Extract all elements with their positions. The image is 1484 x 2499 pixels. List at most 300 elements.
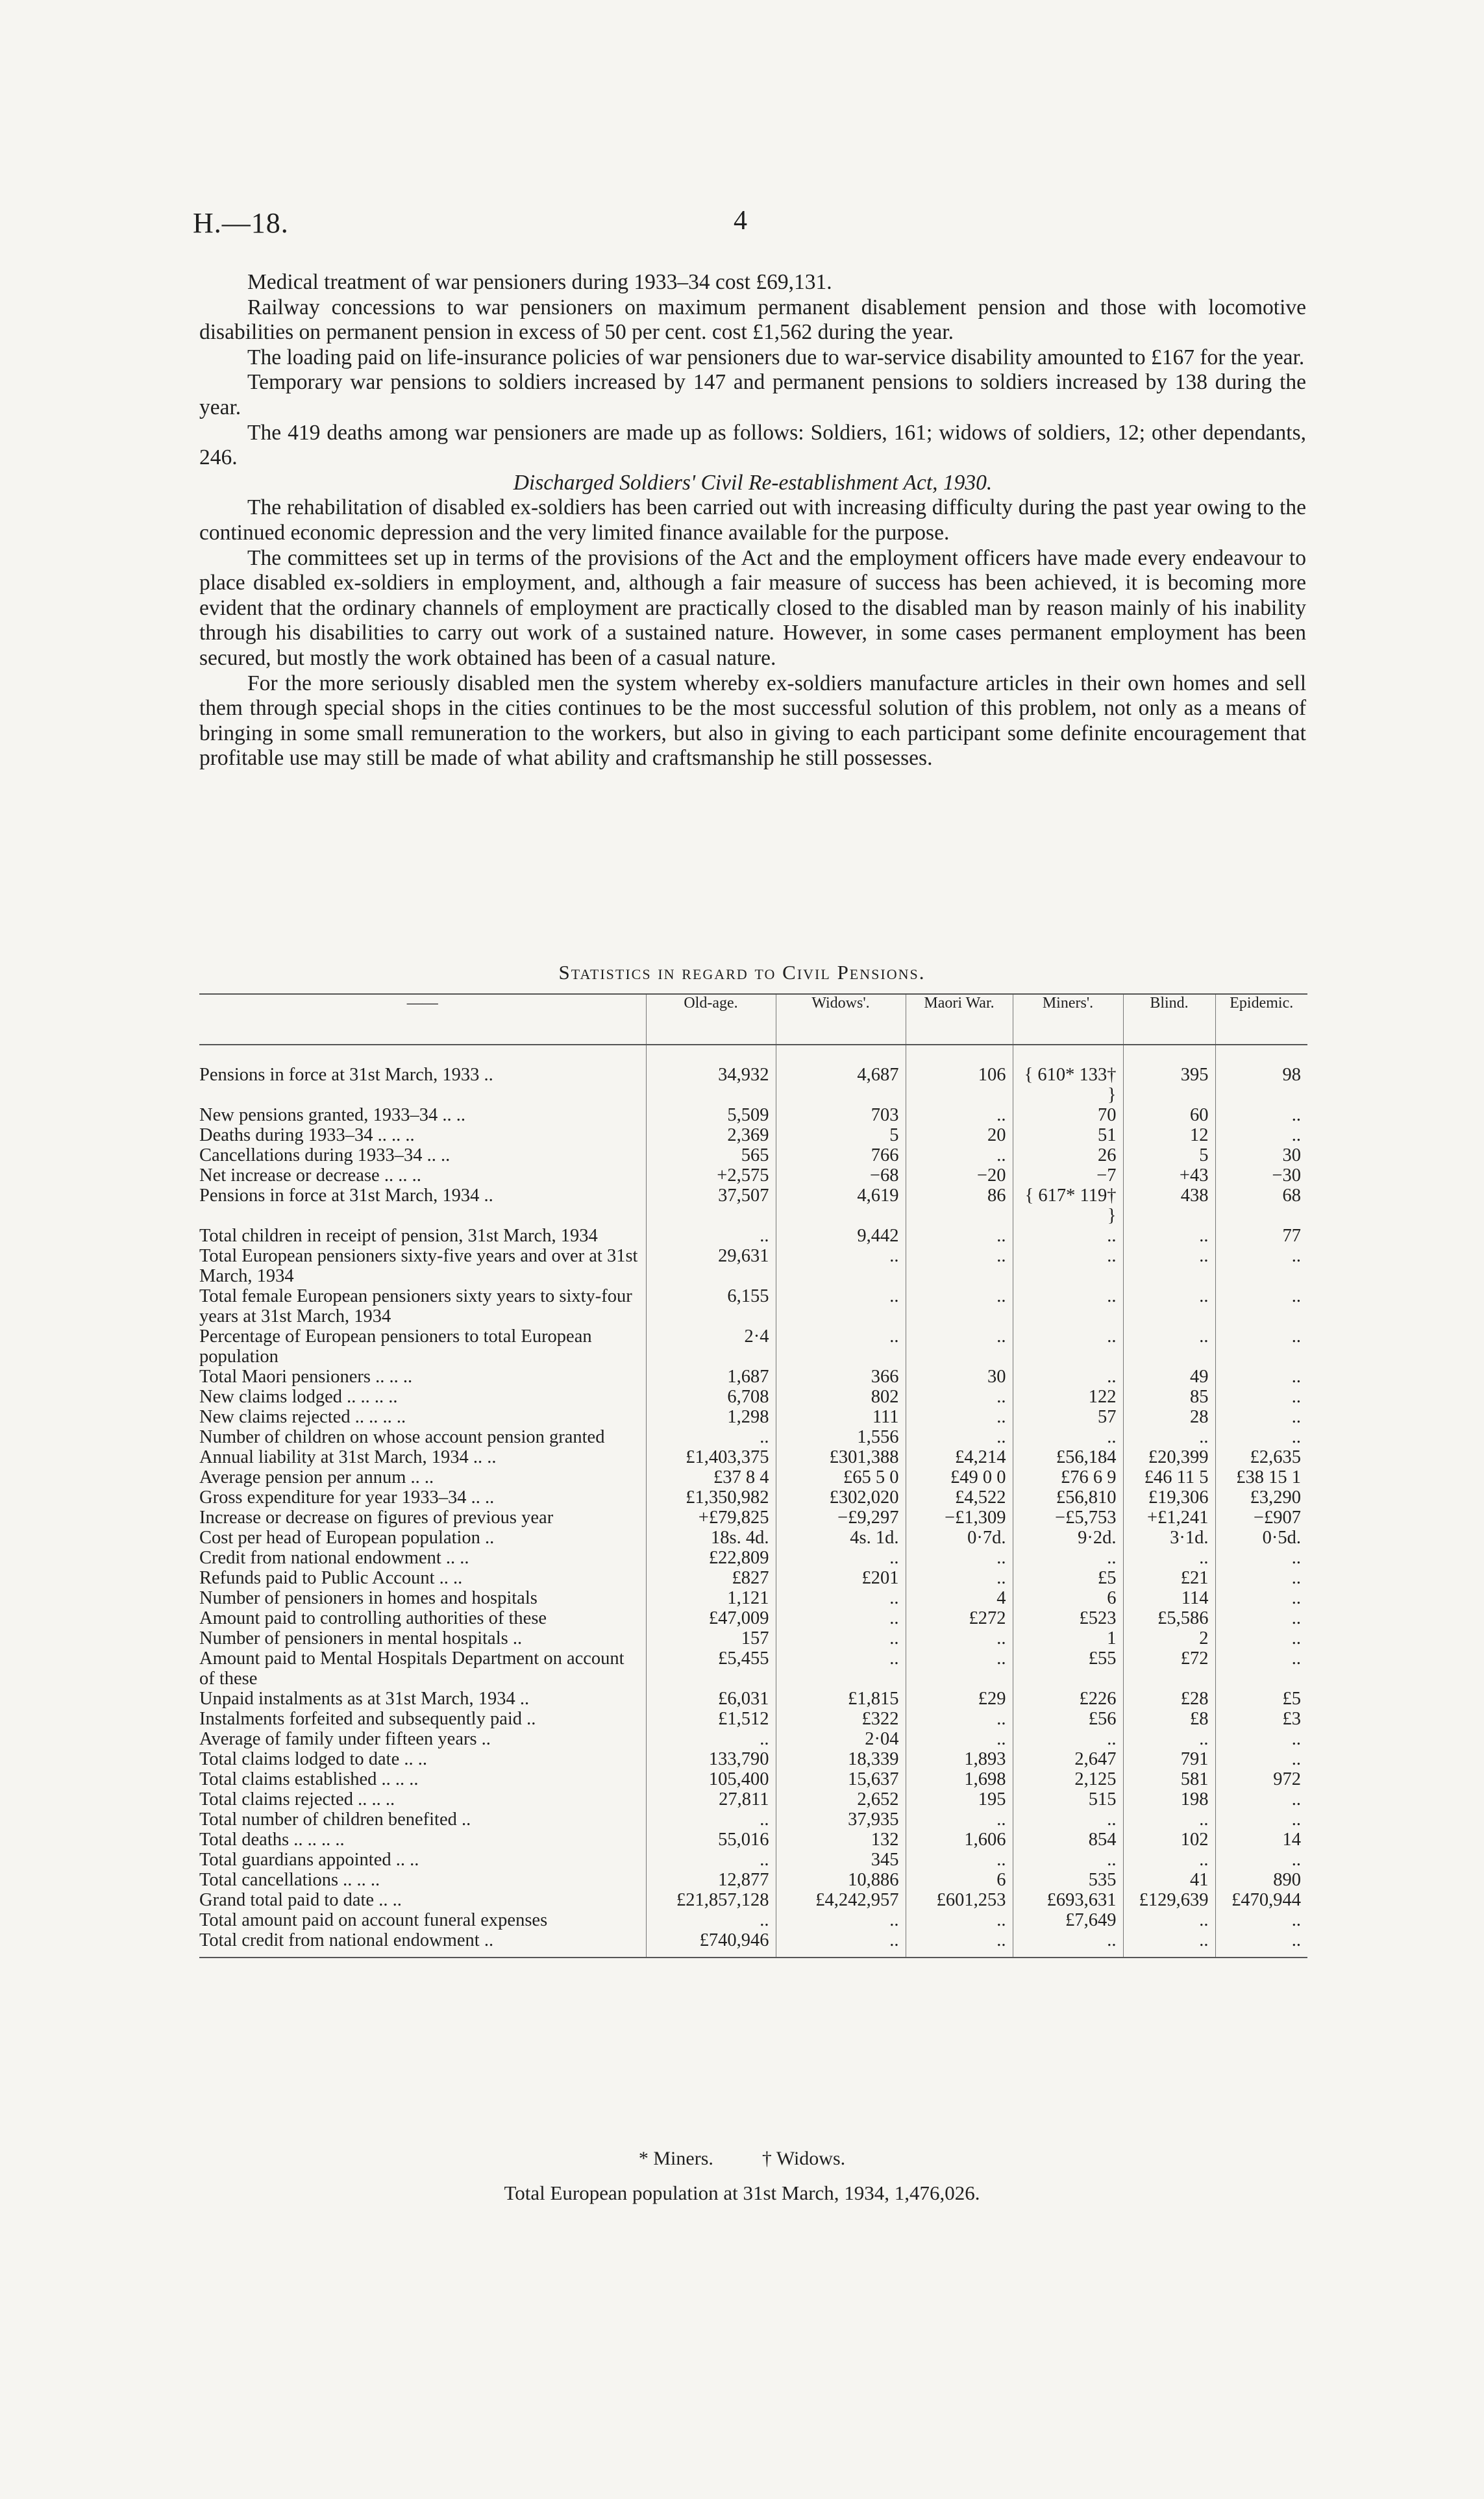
table-cell: 57 [1013,1407,1123,1427]
civil-pensions-table [199,993,1307,1958]
table-cell: £1,403,375 [646,1447,776,1467]
table-cell: £3 [1215,1709,1307,1729]
row-label: Number of pensioners in mental hospitals .. [199,1628,523,1648]
table-cell: .. [1215,1387,1307,1407]
table-cell: .. [906,1548,1013,1568]
table-cell: 198 [1123,1789,1215,1809]
table-cell: −£907 [1215,1508,1307,1528]
table-cell: 4,619 [776,1186,906,1226]
table-cell: { 617* 119† } [1013,1186,1123,1226]
table-cell: 1,556 [776,1427,906,1447]
table-row [199,1628,1307,1648]
table-cell: £322 [776,1709,906,1729]
paragraph: Medical treatment of war pensioners during 1933–34 cost £69,131. [247,270,832,294]
table-row [199,1145,1307,1165]
table-cell: £693,631 [1013,1890,1123,1910]
row-label: Total guardians appointed .. .. [199,1850,419,1870]
spacer-cell [1215,1045,1307,1065]
table-cell: 2·04 [776,1729,906,1749]
table-cell: 98 [1215,1065,1307,1105]
table-cell: .. [776,1548,906,1568]
body-text [199,270,1306,771]
table-cell: .. [1215,1749,1307,1769]
table-cell: 5 [1123,1145,1215,1165]
table-cell: .. [776,1648,906,1689]
footnote-population: Total European population at 31st March, 1934, 1,476,026. [504,2182,980,2204]
table-cell: 14 [1215,1830,1307,1850]
table-cell: £37 8 4 [646,1467,776,1487]
table-cell: £1,815 [776,1689,906,1709]
table-cell: £55 [1013,1648,1123,1689]
row-label: Average of family under fifteen years .. [199,1729,491,1749]
table-cell: .. [906,1226,1013,1246]
spacer-cell [776,1045,906,1065]
row-label: Pensions in force at 31st March, 1933 .. [199,1065,493,1085]
table-cell: .. [1123,1226,1215,1246]
table-row [199,1326,1307,1367]
table-cell: .. [1215,1125,1307,1145]
table-cell: .. [1215,1789,1307,1809]
row-label: Total children in receipt of pension, 31st March, 1934 [199,1226,598,1246]
table-cell: .. [776,1628,906,1648]
table-cell: .. [776,1246,906,1286]
table-cell: 106 [906,1065,1013,1105]
table-cell: £4,214 [906,1447,1013,1467]
table-row [199,1487,1307,1508]
table-cell: 6 [906,1870,1013,1890]
table-cell: .. [906,1387,1013,1407]
table-cell: £5 [1013,1568,1123,1588]
row-label: Increase or decrease on figures of previous year [199,1508,554,1528]
table-cell: .. [776,1326,906,1367]
table-cell: 565 [646,1145,776,1165]
table-cell: 972 [1215,1769,1307,1789]
table-cell: 1,687 [646,1367,776,1387]
table-row [199,1809,1307,1830]
row-label: Grand total paid to date .. .. [199,1890,402,1910]
table-cell: 26 [1013,1145,1123,1165]
table-cell: 86 [906,1186,1013,1226]
table-cell: .. [1013,1326,1123,1367]
table-cell: .. [1123,1729,1215,1749]
column-header: —— [199,994,646,1045]
table-cell: £38 15 1 [1215,1467,1307,1487]
row-label: Instalments forfeited and subsequently paid .. [199,1709,536,1729]
table-cell: £56 [1013,1709,1123,1729]
table-cell: £4,522 [906,1487,1013,1508]
row-label: Total claims lodged to date .. .. [199,1749,428,1769]
table-cell: 85 [1123,1387,1215,1407]
table-cell: .. [906,1105,1013,1125]
row-label: Total Maori pensioners .. .. .. [199,1367,413,1387]
table-cell: £4,242,957 [776,1890,906,1910]
table-cell: 34,932 [646,1065,776,1105]
table-cell: .. [1013,1367,1123,1387]
column-header: Widows'. [776,994,906,1045]
table-cell: .. [906,1648,1013,1689]
table-cell: 10,886 [776,1870,906,1890]
row-label: Gross expenditure for year 1933–34 .. .. [199,1487,495,1508]
table-cell: £22,809 [646,1548,776,1568]
table-cell: 395 [1123,1065,1215,1105]
table-cell: 133,790 [646,1749,776,1769]
table-cell: 791 [1123,1749,1215,1769]
table-cell: 28 [1123,1407,1215,1427]
row-label: New pensions granted, 1933–34 .. .. [199,1105,466,1125]
table-cell: 0·7d. [906,1528,1013,1548]
table-cell: 1,606 [906,1830,1013,1850]
row-label: Amount paid to Mental Hospitals Department on account of these [199,1648,625,1689]
table-cell: .. [646,1850,776,1870]
table-cell: 5,509 [646,1105,776,1125]
row-label: Annual liability at 31st March, 1934 .. .. [199,1447,497,1467]
row-label: Total claims rejected .. .. .. [199,1789,395,1809]
table-cell: £56,184 [1013,1447,1123,1467]
table-cell: .. [906,1407,1013,1427]
paragraph: The loading paid on life-insurance policies of war pensioners due to war-service disability amounted to £167 for the year. [247,345,1305,369]
table-cell: .. [1215,1628,1307,1648]
table-cell: .. [776,1286,906,1326]
spacer-cell [1013,1045,1123,1065]
table-cell: £21 [1123,1568,1215,1588]
table-cell: .. [776,1930,906,1958]
table-row [199,1105,1307,1125]
table-cell: −£9,297 [776,1508,906,1528]
table-cell: +43 [1123,1165,1215,1186]
table-cell: £49 0 0 [906,1467,1013,1487]
table-cell: .. [1215,1930,1307,1958]
column-header: Old-age. [646,994,776,1045]
table-row [199,1447,1307,1467]
table-cell: £470,944 [1215,1890,1307,1910]
table-cell: .. [1123,1850,1215,1870]
table-cell: .. [646,1729,776,1749]
table-cell: 2,647 [1013,1749,1123,1769]
table-cell: 15,637 [776,1769,906,1789]
table-cell: £72 [1123,1648,1215,1689]
table-cell: .. [906,1286,1013,1326]
table-cell: .. [1215,1246,1307,1286]
table-cell: .. [906,1930,1013,1958]
table-cell: £8 [1123,1709,1215,1729]
table-cell: 30 [906,1367,1013,1387]
table-cell: 51 [1013,1125,1123,1145]
table-cell: £46 11 5 [1123,1467,1215,1487]
table-cell: 77 [1215,1226,1307,1246]
table-cell: 1 [1013,1628,1123,1648]
table-cell: £56,810 [1013,1487,1123,1508]
table-cell: .. [906,1709,1013,1729]
table-cell: £5,455 [646,1648,776,1689]
table-row [199,1769,1307,1789]
table-cell: .. [776,1910,906,1930]
table-cell: 438 [1123,1186,1215,1226]
table-cell: £272 [906,1608,1013,1628]
table-cell: £3,290 [1215,1487,1307,1508]
table-cell: 20 [906,1125,1013,1145]
table-cell: 41 [1123,1870,1215,1890]
table-cell: £201 [776,1568,906,1588]
table-cell: 535 [1013,1870,1123,1890]
table-header-row [199,994,1307,1045]
table-row [199,1508,1307,1528]
page-number: 4 [734,206,747,236]
table-cell: £2,635 [1215,1447,1307,1467]
row-label: Total female European pensioners sixty years to sixty-four years at 31st March, 1934 [199,1286,632,1326]
row-label: Total credit from national endowment .. [199,1930,646,1958]
column-header: Blind. [1123,994,1215,1045]
table-row [199,1608,1307,1628]
table-cell: 12,877 [646,1870,776,1890]
table-cell: 6,708 [646,1387,776,1407]
table-cell: −£5,753 [1013,1508,1123,1528]
table-cell: 0·5d. [1215,1528,1307,1548]
table-row [199,1709,1307,1729]
row-label: Refunds paid to Public Account .. .. [199,1568,463,1588]
table-cell: 114 [1123,1588,1215,1608]
table-cell: 2,652 [776,1789,906,1809]
table-cell: 27,811 [646,1789,776,1809]
table-cell: 12 [1123,1125,1215,1145]
table-cell: £302,020 [776,1487,906,1508]
table-cell: .. [776,1608,906,1628]
table-cell: .. [776,1588,906,1608]
row-label: Total deaths .. .. .. .. [199,1830,345,1850]
row-label: New claims rejected .. .. .. .. [199,1407,406,1427]
table-cell: 366 [776,1367,906,1387]
table-cell: 5 [776,1125,906,1145]
table-cell: 802 [776,1387,906,1407]
table-cell: £1,350,982 [646,1487,776,1508]
table-cell: .. [1123,1809,1215,1830]
table-row [199,1749,1307,1769]
table-body [199,1045,1307,1958]
table-cell: 18s. 4d. [646,1528,776,1548]
spacer-cell [199,1045,646,1065]
table-cell: 105,400 [646,1769,776,1789]
table-row [199,1729,1307,1749]
paragraph: The committees set up in terms of the provisions of the Act and the employment officers have made every endeavour to place disabled ex-soldiers in employment, and, although a fair measure of success has been achieved, it is becoming more evident that the ordinary channels of employment are practically closed to the disabled man by reason mainly of his inability through his disabilities to carry out work of a sustained nature. However, in some cases permanent employment has been secured, but mostly the work obtained has been of a casual nature. [199,545,1306,670]
table-cell: 70 [1013,1105,1123,1125]
table-cell: .. [1123,1427,1215,1447]
table-cell: £226 [1013,1689,1123,1709]
table-cell: 18,339 [776,1749,906,1769]
table-row [199,1910,1307,1930]
table-cell: +£79,825 [646,1508,776,1528]
table-row [199,1125,1307,1145]
row-label: Amount paid to controlling authorities of these [199,1608,547,1628]
table-row [199,1065,1307,1105]
row-label: Number of pensioners in homes and hospitals [199,1588,538,1608]
table-cell: .. [1215,1809,1307,1830]
table-cell: .. [1013,1548,1123,1568]
paragraph: Temporary war pensions to soldiers increased by 147 and permanent pensions to soldiers increased by 138 during the year. [199,370,1306,419]
table-cell: .. [1215,1910,1307,1930]
table-cell: 2·4 [646,1326,776,1367]
section-title: Discharged Soldiers' Civil Re-establishment Act, 1930. [513,470,993,495]
table-cell: 68 [1215,1186,1307,1226]
table-cell: .. [906,1145,1013,1165]
column-header: Miners'. [1013,994,1123,1045]
table-title: Statistics in regard to Civil Pensions. [558,961,926,984]
table-cell: 1,698 [906,1769,1013,1789]
table-row [199,1387,1307,1407]
table-cell: 703 [776,1105,906,1125]
table-cell: 9,442 [776,1226,906,1246]
table-cell: .. [1215,1286,1307,1326]
table-cell: .. [1215,1548,1307,1568]
table-row [199,1548,1307,1568]
table-cell: −7 [1013,1165,1123,1186]
table-cell: £65 5 0 [776,1467,906,1487]
table-cell: 345 [776,1850,906,1870]
table-cell: 515 [1013,1789,1123,1809]
table-cell: .. [1123,1910,1215,1930]
table-cell: .. [646,1910,776,1930]
table-cell: 4 [906,1588,1013,1608]
table-cell: .. [1215,1729,1307,1749]
table-cell: 1,121 [646,1588,776,1608]
row-label: Pensions in force at 31st March, 1934 .. [199,1186,493,1206]
table-cell: .. [906,1427,1013,1447]
table-cell: { 610* 133† } [1013,1065,1123,1105]
table-cell: .. [906,1729,1013,1749]
table-row [199,1407,1307,1427]
row-label: Total cancellations .. .. .. [199,1870,380,1890]
table-cell: £29 [906,1689,1013,1709]
table-row [199,1588,1307,1608]
column-header: Maori War. [906,994,1013,1045]
table-cell: 157 [646,1628,776,1648]
table-cell: £47,009 [646,1608,776,1628]
table-row [199,1427,1307,1447]
table-cell: .. [1215,1326,1307,1367]
table-cell: .. [1013,1286,1123,1326]
table-row [199,1286,1307,1326]
table-cell: .. [1123,1246,1215,1286]
table-cell: 102 [1123,1830,1215,1850]
table-cell: 37,507 [646,1186,776,1226]
table-row [199,1830,1307,1850]
table-cell: 854 [1013,1830,1123,1850]
row-label: Total claims established .. .. .. [199,1769,419,1789]
table-cell: −30 [1215,1165,1307,1186]
table-cell: .. [1215,1568,1307,1588]
table-row [199,1186,1307,1226]
table-cell: 2,125 [1013,1769,1123,1789]
table-cell: .. [646,1226,776,1246]
table-cell: .. [906,1910,1013,1930]
table-cell: £20,399 [1123,1447,1215,1467]
table-cell: £28 [1123,1689,1215,1709]
table-cell: 60 [1123,1105,1215,1125]
table-cell: 122 [1013,1387,1123,1407]
table-cell: 4,687 [776,1065,906,1105]
table-cell: £301,388 [776,1447,906,1467]
table-cell: .. [1013,1930,1123,1958]
table-cell: .. [906,1246,1013,1286]
column-header: Epidemic. [1215,994,1307,1045]
table-cell: .. [1013,1850,1123,1870]
table-cell: .. [1215,1648,1307,1689]
table-cell: £827 [646,1568,776,1588]
table-cell: .. [1013,1427,1123,1447]
table-cell: .. [1123,1548,1215,1568]
spacer-cell [646,1045,776,1065]
report-code: H.—18. [193,207,289,239]
spacer-cell [906,1045,1013,1065]
footnote-symbols: * Miners. † Widows. [638,2148,846,2169]
row-label: Average pension per annum .. .. [199,1467,434,1487]
table-cell: £5,586 [1123,1608,1215,1628]
row-label: Total European pensioners sixty-five years and over at 31st March, 1934 [199,1246,638,1286]
table-cell: 111 [776,1407,906,1427]
table-cell: .. [1013,1246,1123,1286]
table-cell: 29,631 [646,1246,776,1286]
table-cell: +2,575 [646,1165,776,1186]
spacer-row [199,1045,1307,1065]
row-label: New claims lodged .. .. .. .. [199,1387,398,1407]
row-label: Cost per head of European population .. [199,1528,495,1548]
table-cell: .. [646,1427,776,1447]
table-cell: .. [1123,1326,1215,1367]
paragraph: Railway concessions to war pensioners on maximum permanent disablement pension and those with locomotive disabilities on permanent pension in excess of 50 per cent. cost £1,562 during the year. [199,295,1306,345]
table-cell: 6,155 [646,1286,776,1326]
table-row [199,1870,1307,1890]
table-cell: 6 [1013,1588,1123,1608]
table-cell: .. [906,1568,1013,1588]
table-cell: .. [1123,1930,1215,1958]
table-cell: 195 [906,1789,1013,1809]
table-row [199,1226,1307,1246]
row-label: Unpaid instalments as at 31st March, 1934 .. [199,1689,530,1709]
table-row [199,1165,1307,1186]
row-label: Deaths during 1933–34 .. .. .. [199,1125,415,1145]
table-cell: 49 [1123,1367,1215,1387]
table-cell: .. [1215,1105,1307,1125]
table-cell: £7,649 [1013,1910,1123,1930]
row-label: Percentage of European pensioners to total European population [199,1326,592,1367]
table-row [199,1789,1307,1809]
table-cell: .. [1215,1367,1307,1387]
table-cell: 890 [1215,1870,1307,1890]
table-cell: 2,369 [646,1125,776,1145]
row-label: Total number of children benefited .. [199,1809,471,1830]
row-label: Number of children on whose account pension granted [199,1427,605,1447]
paragraph: The 419 deaths among war pensioners are made up as follows: Soldiers, 161; widows of soldiers, 12; other dependants, 246. [199,420,1306,470]
table-cell: .. [906,1850,1013,1870]
table-row [199,1689,1307,1709]
table-cell: £6,031 [646,1689,776,1709]
table-cell: .. [906,1809,1013,1830]
table-row [199,1930,1307,1958]
table-cell: .. [646,1809,776,1830]
table-cell: +£1,241 [1123,1508,1215,1528]
civil-pensions-table-wrap [199,993,1307,1958]
table-cell: −20 [906,1165,1013,1186]
table-row [199,1850,1307,1870]
table-cell: £5 [1215,1689,1307,1709]
row-label: Cancellations during 1933–34 .. .. [199,1145,451,1165]
paragraph: For the more seriously disabled men the system whereby ex-soldiers manufacture articles in their own homes and sell them through special shops in the cities continues to be the most successful solution of this problem, not only as a means of bringing in some small remuneration to the workers, but also in giving to each participant some definite encouragement that profitable use may still be made of what ability and craftsmanship he still possesses. [199,671,1306,771]
table-cell: 37,935 [776,1809,906,1830]
paragraph: The rehabilitation of disabled ex-soldiers has been carried out with increasing difficulty during the past year owing to the continued economic depression and the very limited finance available for the purpose. [199,495,1306,545]
table-cell: .. [1215,1427,1307,1447]
table-cell: £523 [1013,1608,1123,1628]
row-label: Credit from national endowment .. .. [199,1548,469,1568]
row-label: Total amount paid on account funeral expenses [199,1910,548,1930]
table-cell: 581 [1123,1769,1215,1789]
